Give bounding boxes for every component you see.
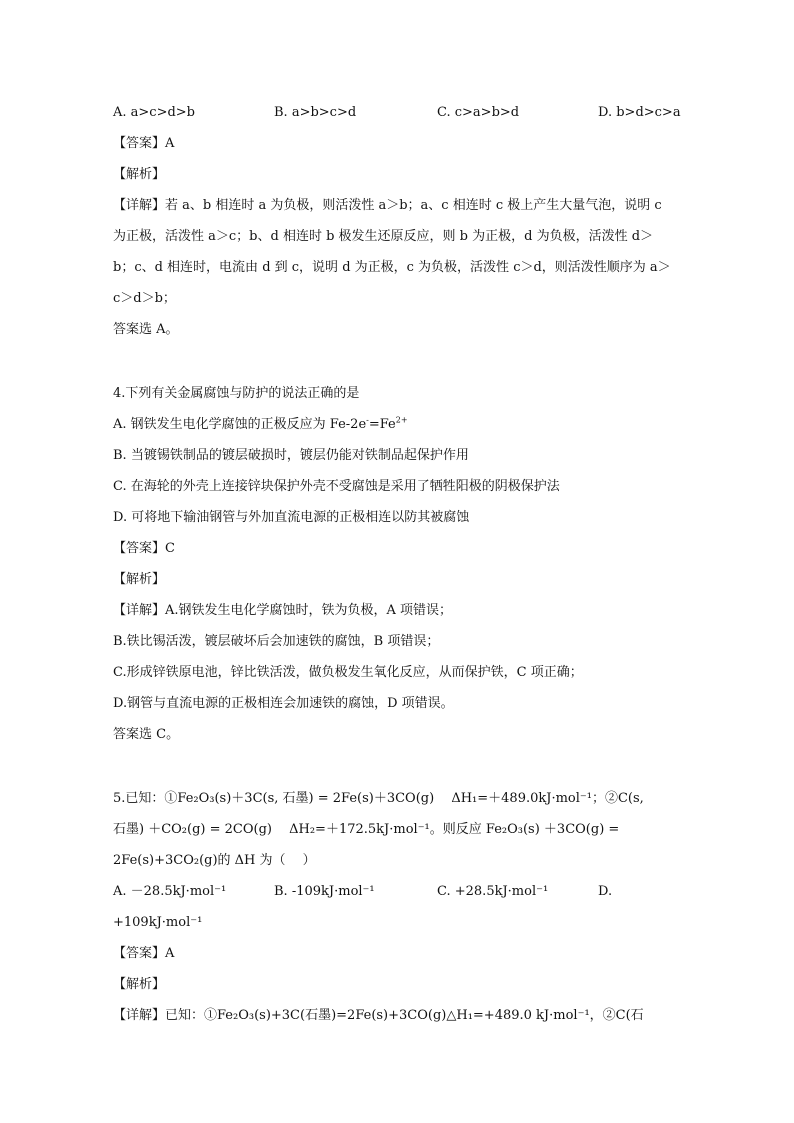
q4-detail-line: D.钢管与直流电源的正极相连会加速铁的腐蚀，D 项错误。 <box>113 696 454 711</box>
q3-detail-line: c＞d＞b； <box>113 291 176 306</box>
q5-option-b: B. -109kJ·mol⁻¹ <box>274 884 375 899</box>
q4-option-b: B. 当镀锡铁制品的镀层破损时，镀层仍能对铁制品起保护作用 <box>113 448 469 463</box>
q5-analysis-heading: 【解析】 <box>113 977 166 992</box>
q5-option-c: C. +28.5kJ·mol⁻¹ <box>437 884 549 899</box>
q4-option-d: D. 可将地下输油钢管与外加直流电源的正极相连以防其被腐蚀 <box>113 510 470 525</box>
q3-choose: 答案选 A。 <box>113 322 179 337</box>
q5-stem-line: 石墨) ＋CO₂(g) = 2CO(g) ΔH₂=＋172.5kJ·mol⁻¹。则反应 Fe₂O₃(s) ＋3CO(g) = <box>113 822 620 837</box>
q4-detail-line: C.形成锌铁原电池，锌比铁活泼，做负极发生氧化反应，从而保护铁，C 项正确； <box>113 665 583 680</box>
q4-option-a: A. 钢铁发生电化学腐蚀的正极反应为 $Fe-2e^-=Fe^{2+}$ <box>113 415 408 432</box>
q4-analysis-heading: 【解析】 <box>113 572 166 587</box>
q3-detail-line: b；c、d 相连时，电流由 d 到 c，说明 d 为正极，c 为负极，活泼性 c＞d，则活泼性顺序为 a＞ <box>113 260 671 275</box>
q4-choose: 答案选 C。 <box>113 727 180 742</box>
q5-option-d: D. <box>598 884 613 899</box>
q3-option-b: B. a>b>c>d <box>274 105 357 120</box>
q5-stem-line: 2Fe(s)+3CO₂(g)的 ΔH 为（ ） <box>113 853 316 868</box>
q4-answer: 【答案】C <box>113 541 175 556</box>
q4-detail-line: B.铁比锡活泼，镀层破坏后会加速铁的腐蚀，B 项错误； <box>113 634 440 649</box>
q3-detail-line: 【详解】若 a、b 相连时 a 为负极，则活泼性 a＞b；a、c 相连时 c 极上产生大量气泡，说明 c <box>113 198 662 213</box>
q4-option-c: C. 在海轮的外壳上连接锌块保护外壳不受腐蚀是采用了牺牲阳极的阴极保护法 <box>113 479 560 494</box>
q5-option-a: A. －28.5kJ·mol⁻¹ <box>113 884 227 899</box>
q5-option-d-value: +109kJ·mol⁻¹ <box>113 915 203 930</box>
q3-option-c: C. c>a>b>d <box>437 105 520 120</box>
q3-option-a: A. a>c>d>b <box>113 105 196 120</box>
q3-analysis-heading: 【解析】 <box>113 167 166 182</box>
q3-option-d: D. b>d>c>a <box>598 105 681 120</box>
q4-stem: 4.下列有关金属腐蚀与防护的说法正确的是 <box>113 386 360 401</box>
q5-answer: 【答案】A <box>113 946 175 961</box>
q3-detail-line: 为正极，活泼性 a＞c；b、d 相连时 b 极发生还原反应，则 b 为正极，d 为负极，活泼性 d＞ <box>113 229 654 244</box>
q5-stem-line: 5.已知：①Fe₂O₃(s)＋3C(s, 石墨) = 2Fe(s)＋3CO(g) ΔH₁=＋489.0kJ·mol⁻¹；②C(s, <box>113 791 644 806</box>
q3-answer: 【答案】A <box>113 136 175 151</box>
q4-detail-line: 【详解】A.钢铁发生电化学腐蚀时，铁为负极，A 项错误； <box>113 603 453 618</box>
q5-detail-line: 【详解】已知：①Fe₂O₃(s)+3C(石墨)=2Fe(s)+3CO(g)△H₁=+489.0 kJ·mol⁻¹，②C(石 <box>113 1008 644 1023</box>
